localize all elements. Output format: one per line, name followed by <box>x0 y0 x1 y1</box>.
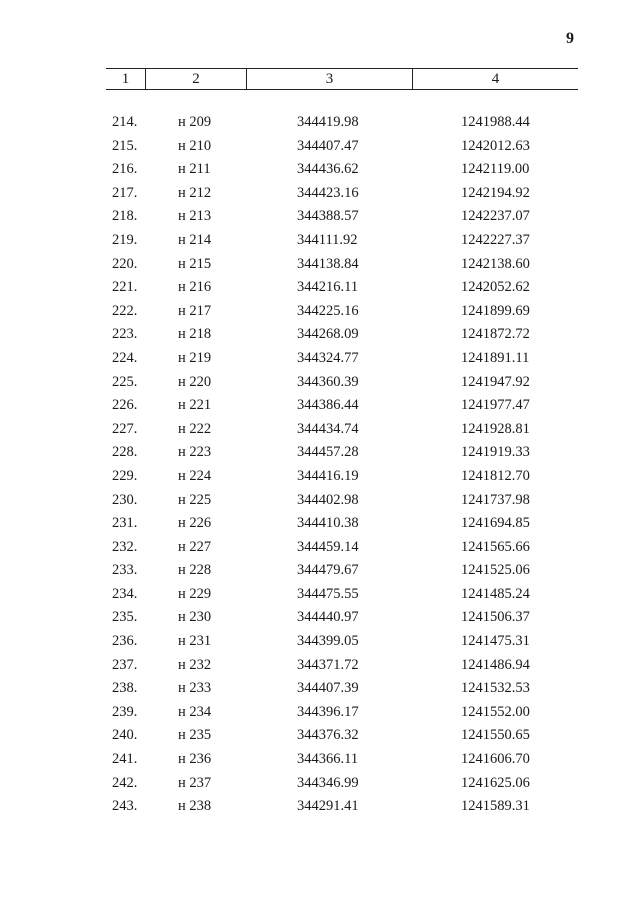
point-name: н 217 <box>178 302 212 319</box>
column-header-1: 1 <box>106 69 146 89</box>
row-number: 215. <box>112 137 138 154</box>
coordinate-x: 344225.16 <box>297 302 359 319</box>
coordinate-x: 344216.11 <box>297 279 359 296</box>
table-row <box>0 111 639 135</box>
coordinate-y: 1241919.33 <box>461 444 530 461</box>
row-number: 233. <box>112 562 138 579</box>
table-row <box>0 300 639 324</box>
coordinate-y: 1241737.98 <box>461 491 530 508</box>
coordinate-x: 344396.17 <box>297 703 359 720</box>
table-row <box>0 158 639 182</box>
coordinate-y: 1241550.65 <box>461 727 530 744</box>
coordinate-x: 344366.11 <box>297 751 359 768</box>
coordinate-x: 344419.98 <box>297 114 359 130</box>
coordinate-y: 1241977.47 <box>461 397 530 414</box>
column-header-3: 3 <box>247 69 413 89</box>
coordinate-x: 344407.39 <box>297 680 359 697</box>
table-body <box>0 111 639 819</box>
coordinate-x: 344376.32 <box>297 727 359 744</box>
coordinate-x: 344423.16 <box>297 184 359 201</box>
row-number: 236. <box>112 633 138 650</box>
point-name: н 216 <box>178 279 212 296</box>
row-number: 229. <box>112 467 138 484</box>
table-row <box>0 182 639 206</box>
row-number: 217. <box>112 184 138 201</box>
row-number: 235. <box>112 609 138 626</box>
coordinate-y: 1242237.07 <box>461 208 530 225</box>
table-row <box>0 795 639 819</box>
table-row <box>0 536 639 560</box>
point-name: н 237 <box>178 774 212 791</box>
table-row <box>0 630 639 654</box>
point-name: н 223 <box>178 444 212 461</box>
point-name: н 214 <box>178 231 212 248</box>
table-row <box>0 135 639 159</box>
coordinate-y: 1241589.31 <box>461 798 530 815</box>
row-number: 237. <box>112 656 138 673</box>
table-row <box>0 371 639 395</box>
coordinate-y: 1241485.24 <box>461 585 530 602</box>
row-number: 234. <box>112 585 138 602</box>
table-row <box>0 512 639 536</box>
table-row <box>0 489 639 513</box>
point-name: н 238 <box>178 798 212 815</box>
point-name: н 221 <box>178 397 212 414</box>
coordinate-x: 344479.67 <box>297 562 359 579</box>
coordinate-x: 344111.92 <box>297 231 358 248</box>
coordinate-x: 344291.41 <box>297 798 359 815</box>
table-row <box>0 583 639 607</box>
row-number: 240. <box>112 727 138 744</box>
row-number: 243. <box>112 798 138 815</box>
row-number: 228. <box>112 444 138 461</box>
point-name: н 219 <box>178 349 212 366</box>
coordinate-y: 1241475.31 <box>461 633 530 650</box>
table-row <box>0 205 639 229</box>
table-row <box>0 394 639 418</box>
coordinate-y: 1242138.60 <box>461 255 530 272</box>
coordinate-y: 1241899.69 <box>461 302 530 319</box>
coordinate-x: 344407.47 <box>297 137 359 154</box>
coordinate-x: 344434.74 <box>297 420 359 437</box>
coordinate-x: 344371.72 <box>297 656 359 673</box>
table-row <box>0 701 639 725</box>
coordinate-y: 1241947.92 <box>461 373 530 390</box>
row-number: 223. <box>112 326 138 343</box>
coordinate-x: 344402.98 <box>297 491 359 508</box>
row-number: 227. <box>112 420 138 437</box>
row-number: 214. <box>112 114 138 130</box>
point-name: н 234 <box>178 703 212 720</box>
coordinate-y: 1241525.06 <box>461 562 530 579</box>
table-row <box>0 347 639 371</box>
coordinate-y: 1242227.37 <box>461 231 530 248</box>
row-number: 226. <box>112 397 138 414</box>
point-name: н 211 <box>178 161 211 178</box>
coordinate-x: 344399.05 <box>297 633 359 650</box>
coordinate-x: 344360.39 <box>297 373 359 390</box>
coordinate-x: 344138.84 <box>297 255 359 272</box>
row-number: 222. <box>112 302 138 319</box>
table-row <box>0 465 639 489</box>
row-number: 224. <box>112 349 138 366</box>
point-name: н 232 <box>178 656 212 673</box>
table-row <box>0 677 639 701</box>
point-name: н 210 <box>178 137 212 154</box>
table-row <box>0 418 639 442</box>
coordinate-x: 344410.38 <box>297 515 359 532</box>
point-name: н 226 <box>178 515 212 532</box>
table-row <box>0 724 639 748</box>
row-number: 241. <box>112 751 138 768</box>
column-header-2: 2 <box>146 69 247 89</box>
page-number: 9 <box>566 30 574 47</box>
coordinate-x: 344416.19 <box>297 467 359 484</box>
point-name: н 224 <box>178 467 212 484</box>
coordinate-y: 1241988.44 <box>461 114 530 130</box>
row-number: 225. <box>112 373 138 390</box>
coordinate-y: 1241694.85 <box>461 515 530 532</box>
table-row <box>0 441 639 465</box>
coordinate-y: 1241532.53 <box>461 680 530 697</box>
row-number: 231. <box>112 515 138 532</box>
row-number: 216. <box>112 161 138 178</box>
row-number: 230. <box>112 491 138 508</box>
row-number: 221. <box>112 279 138 296</box>
table-row <box>0 606 639 630</box>
point-name: н 220 <box>178 373 212 390</box>
coordinate-x: 344324.77 <box>297 349 359 366</box>
table-row <box>0 748 639 772</box>
coordinate-x: 344386.44 <box>297 397 359 414</box>
point-name: н 222 <box>178 420 212 437</box>
coordinate-x: 344459.14 <box>297 538 359 555</box>
coordinate-y: 1242194.92 <box>461 184 530 201</box>
coordinate-y: 1241872.72 <box>461 326 530 343</box>
row-number: 242. <box>112 774 138 791</box>
coordinate-y: 1241606.70 <box>461 751 530 768</box>
coordinate-y: 1241552.00 <box>461 703 530 720</box>
coordinate-y: 1241812.70 <box>461 467 530 484</box>
table-row <box>0 229 639 253</box>
table-row <box>0 276 639 300</box>
row-number: 239. <box>112 703 138 720</box>
coordinate-x: 344388.57 <box>297 208 359 225</box>
row-number: 220. <box>112 255 138 272</box>
table-row <box>0 772 639 796</box>
point-name: н 230 <box>178 609 212 626</box>
coordinate-y: 1241891.11 <box>461 349 530 366</box>
table-row <box>0 253 639 277</box>
coordinate-y: 1241486.94 <box>461 656 530 673</box>
table-header <box>106 68 578 90</box>
point-name: н 231 <box>178 633 212 650</box>
point-name: н 227 <box>178 538 212 555</box>
row-number: 232. <box>112 538 138 555</box>
coordinate-y: 1241506.37 <box>461 609 530 626</box>
coordinate-y: 1241565.66 <box>461 538 530 555</box>
point-name: н 213 <box>178 208 212 225</box>
point-name: н 218 <box>178 326 212 343</box>
point-name: н 228 <box>178 562 212 579</box>
coordinate-y: 1242012.63 <box>461 137 530 154</box>
table-row <box>0 654 639 678</box>
coordinate-x: 344457.28 <box>297 444 359 461</box>
column-header-4: 4 <box>491 71 500 87</box>
coordinate-y: 1242119.00 <box>461 161 530 178</box>
coordinate-x: 344440.97 <box>297 609 359 626</box>
point-name: н 209 <box>178 114 212 130</box>
coordinate-x: 344268.09 <box>297 326 359 343</box>
point-name: н 212 <box>178 184 212 201</box>
coordinate-y: 1241928.81 <box>461 420 530 437</box>
table-row <box>0 323 639 347</box>
point-name: н 236 <box>178 751 212 768</box>
table-row <box>0 559 639 583</box>
coordinate-x: 344475.55 <box>297 585 359 602</box>
row-number: 218. <box>112 208 138 225</box>
row-number: 219. <box>112 231 138 248</box>
point-name: н 229 <box>178 585 212 602</box>
point-name: н 215 <box>178 255 212 272</box>
coordinate-x: 344436.62 <box>297 161 359 178</box>
coordinate-y: 1241625.06 <box>461 774 530 791</box>
point-name: н 225 <box>178 491 212 508</box>
point-name: н 235 <box>178 727 212 744</box>
row-number: 238. <box>112 680 138 697</box>
coordinate-y: 1242052.62 <box>461 279 530 296</box>
coordinate-x: 344346.99 <box>297 774 359 791</box>
point-name: н 233 <box>178 680 212 697</box>
